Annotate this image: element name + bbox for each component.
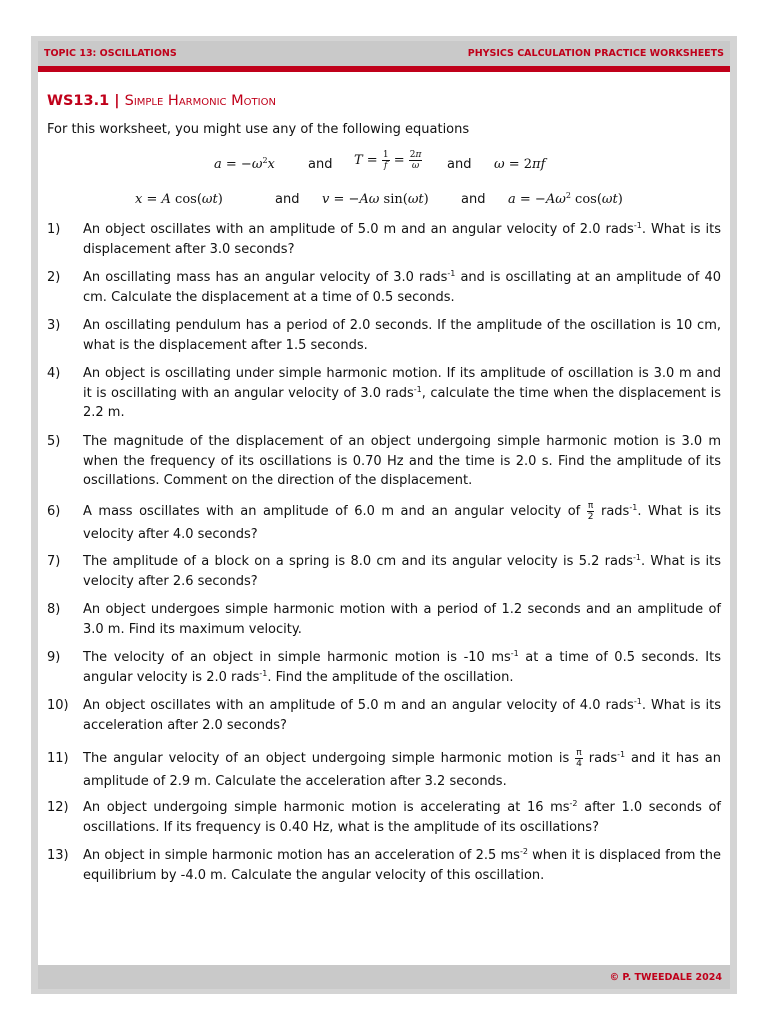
question-text: An oscillating mass has an angular velocity of 3.0 rads$^{-1}$ and is oscillating at an amplitude of 40 cm. Calculate the displacement at a time of 0.5 seconds. <box>83 269 721 305</box>
fraction-pi-over-2: $\frac{\pi}{2}$ <box>587 501 594 522</box>
question-number: 8) <box>47 602 61 617</box>
and-label: and <box>447 157 472 172</box>
question-text: A mass oscillates with an amplitude of 6.0 m and an angular velocity of $\frac{\pi}{2}$ rads$^{-1}$. What is its velocity after 4.0 seconds? <box>83 501 722 542</box>
question-number: 7) <box>47 554 61 569</box>
question-number: 12) <box>47 800 69 815</box>
question-number: 1) <box>47 222 61 237</box>
question-number: 4) <box>47 366 61 381</box>
question-text: An object in simple harmonic motion has an acceleration of 2.5 $ms^{-2}$ when it is displaced from the equilibrium by -4.0 m. Calculate the angular velocity of this oscillation. <box>83 847 721 883</box>
header-divider <box>38 66 730 72</box>
worksheet-code: WS13.1 <box>47 93 110 109</box>
question-text: An object is oscillating under simple harmonic motion. If its amplitude of oscillation is 3.0 m and it is oscillating with an angular velocity of 3.0 rads$^{-1}$, calculate the time when the displacement is 2.2 m. <box>83 366 721 420</box>
question-text: An oscillating pendulum has a period of 2.0 seconds. If the amplitude of the oscillation is 10 cm, what is the displacement after 1.5 seconds. <box>83 318 721 353</box>
and-label: and <box>461 192 486 207</box>
title-separator: | <box>109 93 125 109</box>
equation-angular-frequency: ω = 2πf <box>494 157 546 172</box>
and-label: and <box>275 192 300 207</box>
worksheet-page <box>38 41 730 989</box>
header-bar <box>38 41 730 66</box>
worksheet-name: Simple Harmonic Motion <box>124 93 276 109</box>
worksheet-title <box>47 93 276 109</box>
intro-text: For this worksheet, you might use any of the following equations <box>47 122 470 137</box>
header-series: PHYSICS CALCULATION PRACTICE WORKSHEETS <box>467 48 724 59</box>
question-number: 6) <box>47 504 61 519</box>
header-topic: TOPIC 13: OSCILLATIONS <box>44 48 177 59</box>
question-text: An object undergoing simple harmonic motion is accelerating at 16 $ms^{-2}$ after 1.0 seconds of oscillations. If its frequency is 0.40 Hz, what is the amplitude of its oscillations? <box>83 799 722 835</box>
question-number: 2) <box>47 270 61 285</box>
worksheet-frame <box>31 36 737 994</box>
question-number: 3) <box>47 318 61 333</box>
question-text: The angular velocity of an object undergoing simple harmonic motion is $\frac{\pi}{4}$ rads$^{-1}$ and it has an amplitude of 2.9 m. Calculate the acceleration after 3.2 seconds. <box>83 748 721 789</box>
equation-period: T = $\frac{1}{f}$ = $\frac{2\pi}{\omega}$ <box>354 150 422 171</box>
question-text: The velocity of an object in simple harmonic motion is -10 $ms^{-1}$ at a time of 0.5 seconds. Its angular velocity is 2.0 rads$^{-1}$. Find the amplitude of the oscillation. <box>83 649 721 685</box>
footer-bar <box>38 965 730 989</box>
question-text: The amplitude of a block on a spring is 8.0 cm and its angular velocity is 5.2 rads$^{-1}$. What is its velocity after 2.6 seconds? <box>83 553 721 589</box>
fraction-pi-over-4: $\frac{\pi}{4}$ <box>576 748 582 769</box>
question-number: 10) <box>47 698 69 713</box>
footer-copyright: © P. TWEEDALE 2024 <box>609 971 722 983</box>
question-text: An object oscillates with an amplitude of 5.0 m and an angular velocity of 2.0 rads$^{-1}$. What is its displacement after 3.0 seconds? <box>83 221 721 257</box>
question-number: 11) <box>47 751 69 766</box>
equation-acceleration: $a = -\omega^2x$ <box>214 156 275 172</box>
question-number: 13) <box>47 848 69 863</box>
equation-velocity: v = −Aω sin(ωt) <box>322 192 429 207</box>
equation-displacement: x = A cos(ωt) <box>135 192 223 207</box>
question-number: 9) <box>47 650 61 665</box>
question-text: An object oscillates with an amplitude of 5.0 m and an angular velocity of 4.0 rads$^{-1}$. What is its acceleration after 2.0 seconds? <box>83 697 721 733</box>
question-text: An object undergoes simple harmonic motion with a period of 1.2 seconds and an amplitude of 3.0 m. Find its maximum velocity. <box>83 602 721 637</box>
equation-acceleration-time: $a = -A\omega^2$ cos(ωt) <box>508 191 623 207</box>
and-label: and <box>308 157 333 172</box>
question-text: The magnitude of the displacement of an object undergoing simple harmonic motion is 3.0 m when the frequency of its oscillations is 0.70 Hz and the time is 2.0 s. Find the amplitude of its oscillations. Comment on the direction of the displacement. <box>83 434 721 488</box>
question-number: 5) <box>47 434 61 449</box>
